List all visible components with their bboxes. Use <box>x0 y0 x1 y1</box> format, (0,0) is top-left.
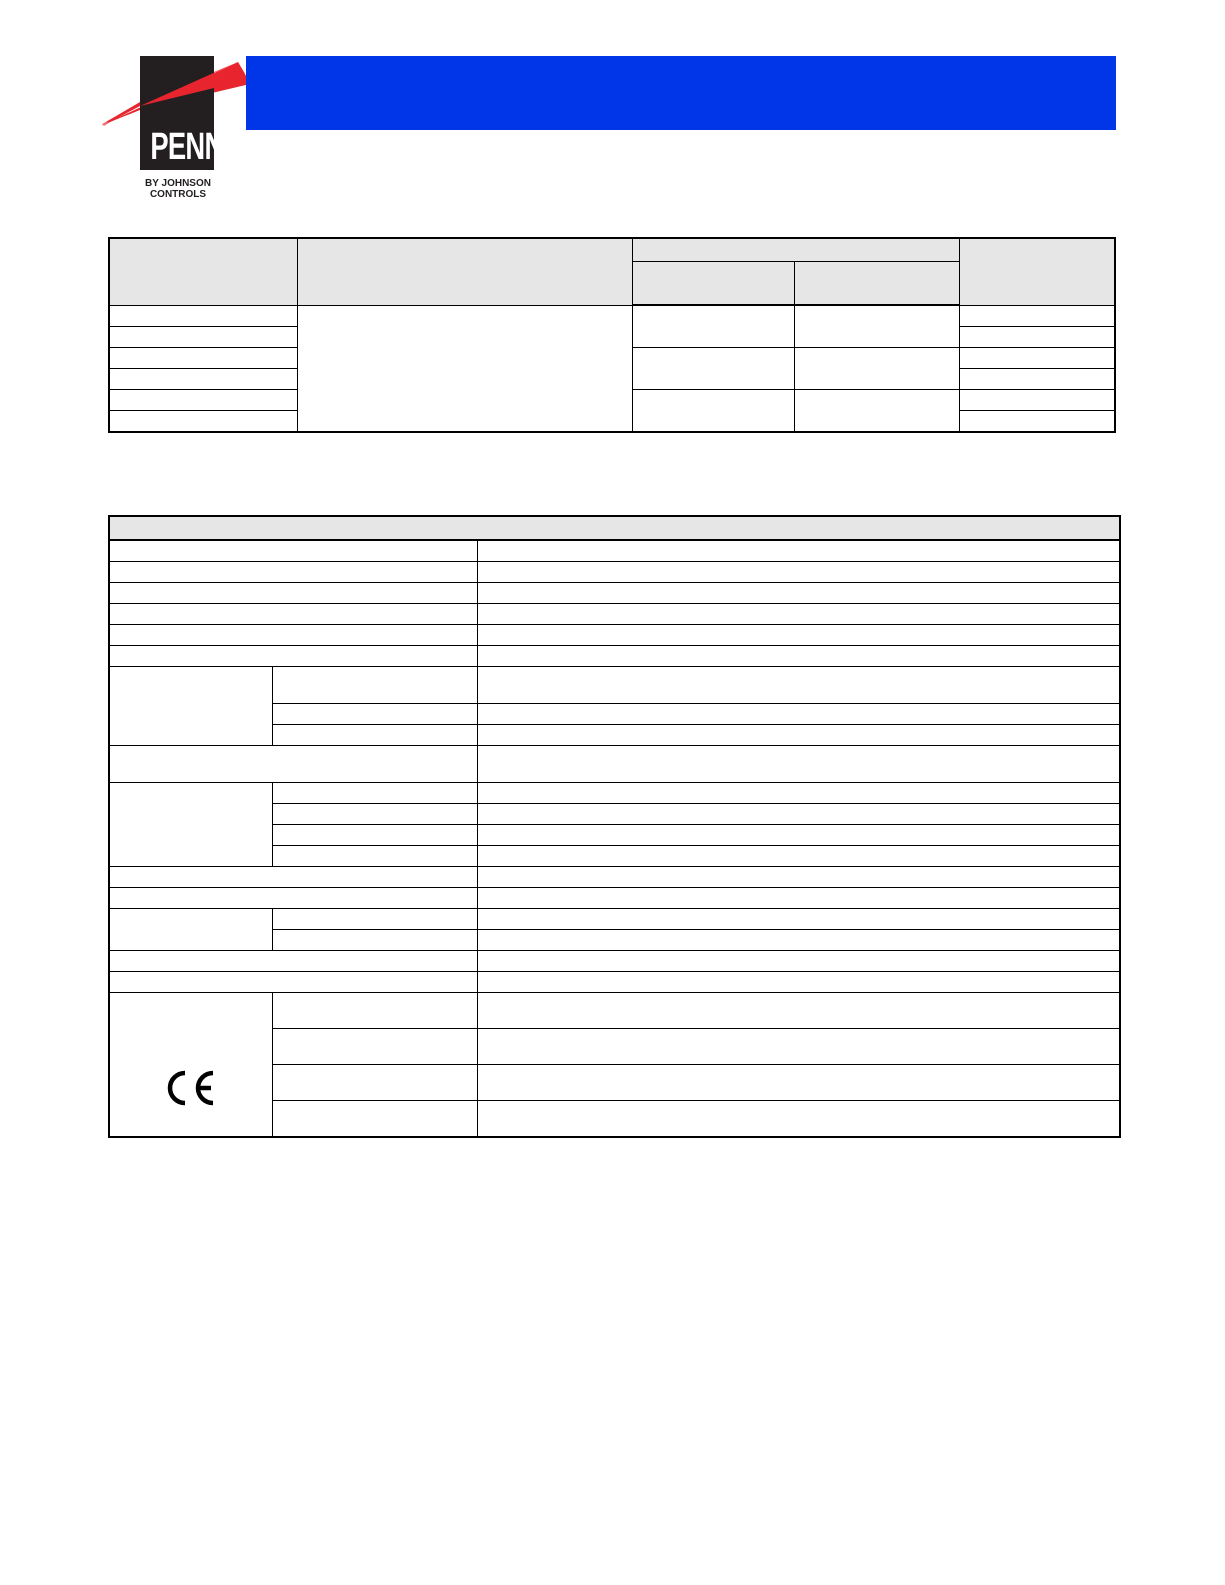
table-row <box>109 746 1120 783</box>
spec-value <box>477 846 1120 867</box>
spec-label <box>109 604 477 625</box>
table-cell <box>109 389 297 410</box>
spec-sublabel <box>272 993 477 1029</box>
table-cell <box>109 368 297 389</box>
table-row <box>109 972 1120 993</box>
specifications-header-row <box>109 516 1120 540</box>
spec-label <box>109 646 477 667</box>
table-row <box>109 867 1120 888</box>
spec-sublabel <box>272 825 477 846</box>
table-cell <box>960 305 1115 326</box>
table-row <box>109 646 1120 667</box>
model-table-subheader-cell <box>794 262 959 306</box>
spec-sublabel <box>272 930 477 951</box>
model-table-header-cell <box>297 238 632 305</box>
spec-label <box>109 972 477 993</box>
penn-logo <box>100 50 250 200</box>
table-cell <box>960 326 1115 347</box>
table-cell <box>109 305 297 326</box>
spec-value <box>477 867 1120 888</box>
table-cell <box>109 410 297 432</box>
spec-value <box>477 604 1120 625</box>
spec-value <box>477 540 1120 562</box>
ce-mark-icon <box>163 1068 219 1108</box>
spec-label <box>109 746 477 783</box>
spec-sublabel <box>272 1029 477 1065</box>
spec-value <box>477 993 1120 1029</box>
spec-group-label <box>109 909 272 951</box>
table-row <box>109 583 1120 604</box>
spec-value <box>477 583 1120 604</box>
spec-label <box>109 583 477 604</box>
spec-label <box>109 562 477 583</box>
table-cell <box>109 347 297 368</box>
table-row <box>109 909 1120 930</box>
spec-label <box>109 625 477 646</box>
model-table-header-cell <box>960 238 1115 305</box>
spec-label <box>109 888 477 909</box>
spec-value <box>477 646 1120 667</box>
spec-sublabel <box>272 804 477 825</box>
table-cell <box>960 410 1115 432</box>
table-cell <box>960 389 1115 410</box>
specifications-header <box>109 516 1120 540</box>
spec-value <box>477 825 1120 846</box>
table-cell <box>960 347 1115 368</box>
specifications-table <box>108 515 1121 1138</box>
table-cell <box>297 305 632 432</box>
table-cell <box>960 368 1115 389</box>
table-row <box>109 783 1120 804</box>
spec-sublabel <box>272 1101 477 1138</box>
spec-sublabel <box>272 704 477 725</box>
spec-value <box>477 783 1120 804</box>
table-cell <box>632 347 794 389</box>
header-band <box>246 56 1116 130</box>
table-cell <box>632 389 794 432</box>
table-cell <box>794 347 959 389</box>
table-cell <box>794 305 959 347</box>
spec-value <box>477 562 1120 583</box>
table-row <box>109 993 1120 1029</box>
spec-value <box>477 804 1120 825</box>
model-table-subheader-cell <box>632 262 794 306</box>
spec-value <box>477 909 1120 930</box>
spec-sublabel <box>272 783 477 804</box>
spec-value <box>477 1101 1120 1138</box>
spec-sublabel <box>272 909 477 930</box>
spec-sublabel <box>272 667 477 704</box>
spec-value <box>477 625 1120 646</box>
spec-value <box>477 1029 1120 1065</box>
model-table-header-group <box>632 238 960 262</box>
spec-value <box>477 951 1120 972</box>
spec-value <box>477 704 1120 725</box>
spec-sublabel <box>272 1065 477 1101</box>
spec-label <box>109 951 477 972</box>
spec-value <box>477 888 1120 909</box>
model-table <box>108 237 1116 433</box>
spec-group-label <box>109 783 272 867</box>
spec-value <box>477 746 1120 783</box>
spec-value <box>477 725 1120 746</box>
table-cell <box>632 305 794 347</box>
logo-wordmark: PENN <box>150 126 224 168</box>
logo-subtitle-line1: BY JOHNSON <box>145 178 211 189</box>
spec-value <box>477 1065 1120 1101</box>
spec-sublabel <box>272 846 477 867</box>
table-row <box>109 604 1120 625</box>
model-table-header-row <box>109 238 1115 262</box>
spec-label <box>109 540 477 562</box>
spec-group-label <box>109 667 272 746</box>
table-row <box>109 540 1120 562</box>
compliance-cell <box>109 993 272 1138</box>
table-row <box>109 562 1120 583</box>
spec-value <box>477 667 1120 704</box>
table-cell <box>794 389 959 432</box>
table-row <box>109 625 1120 646</box>
table-row <box>109 888 1120 909</box>
spec-value <box>477 930 1120 951</box>
table-row <box>109 951 1120 972</box>
spec-value <box>477 972 1120 993</box>
table-row <box>109 667 1120 704</box>
logo-subtitle <box>118 178 238 200</box>
table-cell <box>109 326 297 347</box>
spec-label <box>109 867 477 888</box>
model-table-header-cell <box>109 238 297 305</box>
spec-sublabel <box>272 725 477 746</box>
table-row <box>109 305 1115 326</box>
logo-subtitle-line2: CONTROLS <box>149 189 207 200</box>
